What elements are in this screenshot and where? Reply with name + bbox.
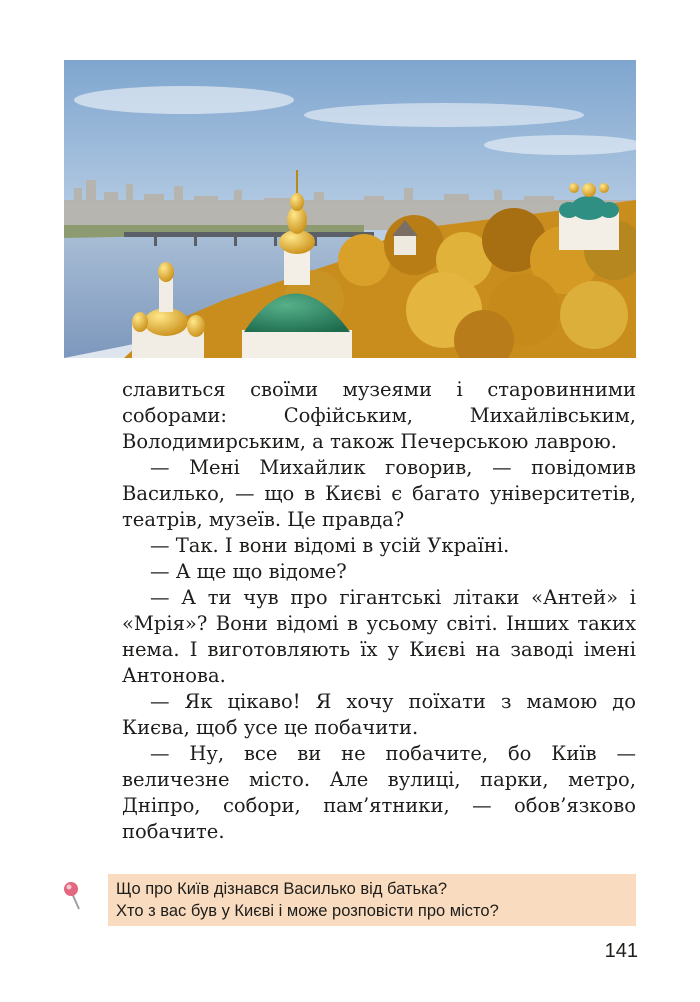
paragraph: — Як цікаво! Я хочу поїхати з мамою до Києва, щоб усе це побачити.	[122, 690, 636, 739]
question-1: Що про Київ дізнався Василько від батька?	[116, 880, 448, 898]
questions-box	[108, 874, 636, 926]
kyiv-lavra-photo	[64, 60, 636, 358]
paragraph: — Ну, все ви не побачите, бо Київ — величезне місто. Але вулиці, парки, метро, Дніпро, собори, пам’ятники, — обов’язково побачите.	[122, 742, 636, 843]
paragraph: — Мені Михайлик говорив, — повідомив Василько, — що в Києві є багато університетів, театрів, музеїв. Це правда?	[122, 456, 636, 531]
question-2: Хто з вас був у Києві і може розповісти про місто?	[116, 902, 499, 920]
paragraph: — А ще що відоме?	[150, 560, 347, 583]
paragraph: славиться своїми музеями і старовинними соборами: Софійським, Михайлівським, Володимирським, а також Печерською лаврою.	[122, 378, 636, 453]
pin-icon	[62, 879, 88, 911]
story-text	[122, 377, 636, 845]
page-number: 141	[604, 940, 638, 962]
paragraph: — А ти чув про гігантські літаки «Антей» і «Мрія»? Вони відомі в усьому світі. Інших таких нема. І виготовляють їх у Києві на заводі імені Антонова.	[122, 586, 636, 687]
paragraph: — Так. І вони відомі в усій Україні.	[150, 534, 510, 557]
